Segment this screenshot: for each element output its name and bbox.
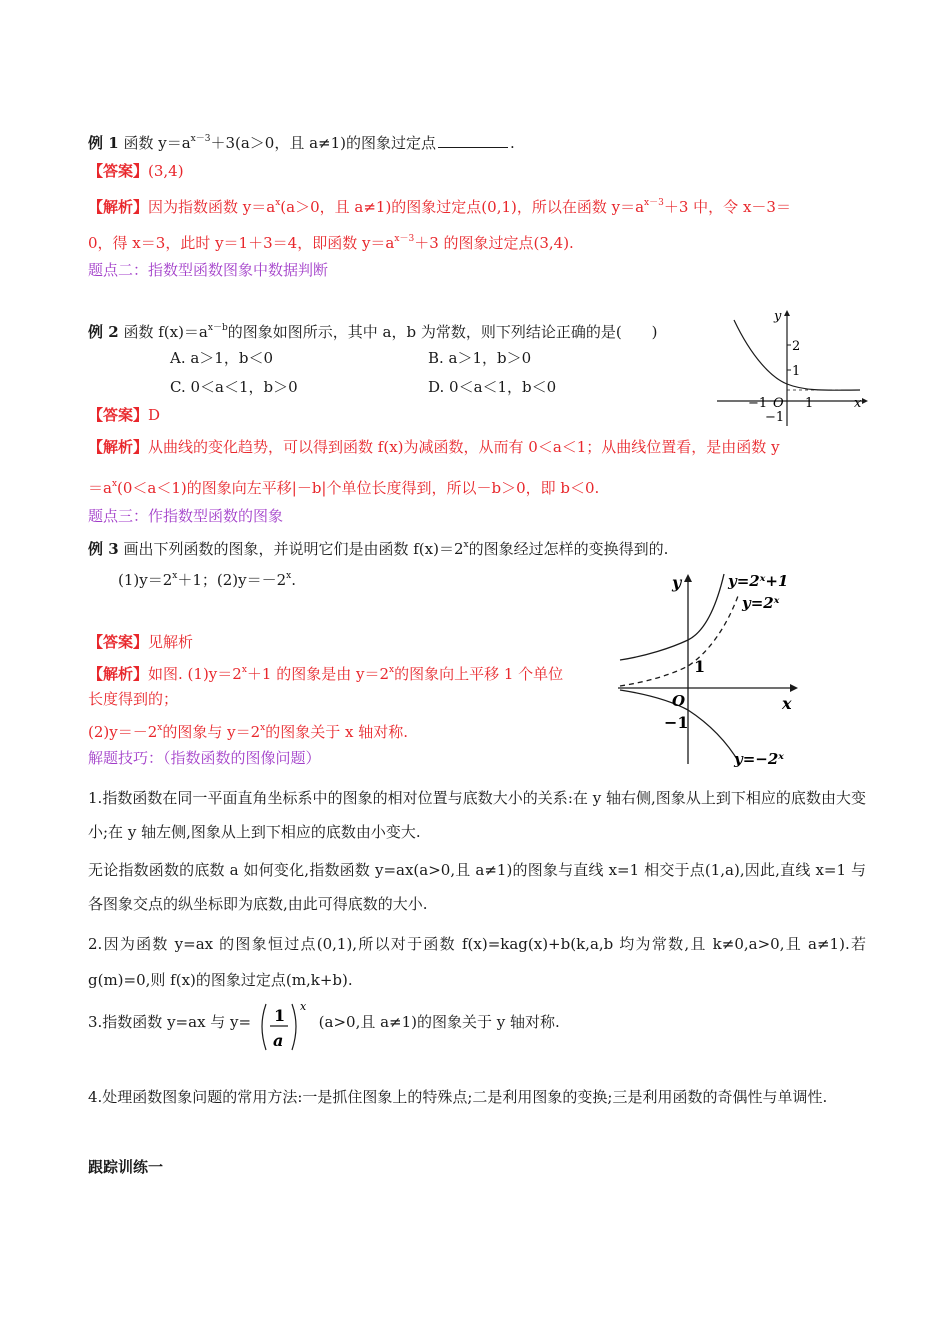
ex1-analysis-line2: 0，得 x＝3，此时 y＝1＋3＝4，即函数 $y=a^{x-3}+3$ 的图象过定点(3,4). xyxy=(88,234,574,252)
ex3-question: 例 3 画出下列函数的图象，并说明它们是由函数 $f(x)=2^x$的图象经过怎样的变换得到的. xyxy=(88,540,669,558)
ex2-answer: 【答案】D xyxy=(88,406,161,424)
ex2-analysis-line1: 【解析】从曲线的变化趋势，可以得到函数 f(x)为减函数，从而有 0＜a＜1；从曲线位置看，是由函数 y xyxy=(88,438,780,456)
ex1-analysis-line1: 【解析】因为指数函数 $y=a^x(a>0$，且 a≠1)的图象过定点(0,1)，所以在函数 $y=a^{x-3}+3$ 中，令 x－3＝ xyxy=(88,198,791,216)
tick-label-yneg1: −1 xyxy=(765,410,785,425)
tips-p1: 1.指数函数在同一平面直角坐标系中的图象的相对位置与底数大小的关系:在 y 轴右侧,图象从上到下相应的底数由大变小;在 y 轴左侧,图象从上到下相应的底数由小变大. xyxy=(88,789,866,841)
tips-p4: 3.指数函数 y=ax 与 y= (a>0,且 a≠1)的图象关于 y 轴对称. xyxy=(88,1013,560,1031)
ex2-graph xyxy=(712,308,872,428)
y-label: y xyxy=(774,309,782,324)
exponent: x xyxy=(300,1000,307,1013)
curve2-label: y=2ˣ xyxy=(742,594,780,612)
x-axis-arrow xyxy=(862,398,868,404)
tick-label-2: 2 xyxy=(792,339,801,354)
numerator: 1 xyxy=(274,1006,286,1025)
y-axis-arrow xyxy=(684,574,692,582)
ex2-option-c: C. 0＜a＜1，b＞0 xyxy=(170,378,298,396)
follow-up-heading: 跟踪训练一 xyxy=(88,1158,164,1176)
y-axis-arrow xyxy=(784,310,790,316)
right-paren xyxy=(292,1004,296,1050)
ex2-option-b: B. a＞1，b＞0 xyxy=(428,349,532,367)
fraction-1-over-a xyxy=(258,998,318,1058)
ex3-analysis-line2: 长度得到的； xyxy=(88,690,179,708)
ex3-analysis-line1: 【解析】如图. $(1)y=2^x+1$ 的图象是由 $y=2^x$的图象向上平移 1 个单位 xyxy=(88,665,564,683)
tips-title: 解题技巧：（指数函数的图像问题） xyxy=(88,749,321,767)
tick-label-neg1: −1 xyxy=(748,396,768,411)
topic2-heading: 题点二：指数型函数图象中数据判断 xyxy=(88,261,329,279)
ex2-question: 例 2 函数 $f(x)=a^{x-b}$的图象如图所示，其中 a，b 为常数，则下列结论正确的是( ) xyxy=(88,323,658,341)
left-paren xyxy=(262,1004,266,1050)
x-axis-arrow xyxy=(790,684,798,692)
ex2-option-d: D. 0＜a＜1，b＜0 xyxy=(428,378,557,396)
tick-label-1: 1 xyxy=(694,657,706,676)
ex1-label: 例 1 xyxy=(88,134,119,152)
tips-p2: 无论指数函数的底数 a 如何变化,指数函数 y=ax(a>0,且 a≠1)的图象与直线 x=1 相交于点(1,a),因此,直线 x=1 与各图象交点的纵坐标即为底数,由此可得底数的大小. xyxy=(88,861,866,913)
tick-label-x1: 1 xyxy=(805,396,814,411)
ex3-items: $(1)y=2^x+1$；$(2)y=-2^x$. xyxy=(118,571,297,589)
denominator: a xyxy=(273,1031,284,1050)
origin-label: O xyxy=(773,396,784,411)
tips-p3: 2.因为函数 y=ax 的图象恒过点(0,1),所以对于函数 f(x)=kag(x)+b(k,a,b 均为常数,且 k≠0,a>0,且 a≠1).若 g(m)=0,则 f(x)的图象过定点(m,k+b). xyxy=(88,935,866,989)
tips-p5: 4.处理函数图象问题的常用方法:一是抓住图象上的特殊点;二是利用图象的变换;三是利用函数的奇偶性与单调性. xyxy=(88,1088,828,1106)
ex3-answer: 【答案】见解析 xyxy=(88,633,194,651)
curve1-label: y=2ˣ+1 xyxy=(728,572,789,590)
ex2-option-a: A. a＞1，b＜0 xyxy=(170,349,274,367)
ex3-analysis-line3: $(2)y=-2^x$的图象与 $y=2^x$的图象关于 x 轴对称. xyxy=(88,723,408,741)
y-label: y xyxy=(672,573,682,592)
x-label: x xyxy=(854,396,862,411)
answer-blank xyxy=(438,133,508,148)
ex2-analysis-line2: $=a^x(0<a<1)$的图象向左平移|－b|个单位长度得到，所以－b＞0，即 b＜0. xyxy=(88,479,600,497)
ex1-question: 例 1 函数 $y=a^{x-3}+3(a>0$，且 a≠1)的图象过定点 . xyxy=(88,134,515,152)
tick-label-neg1: −1 xyxy=(664,713,689,732)
origin-label: O xyxy=(672,692,686,710)
curve-2x xyxy=(620,596,738,686)
curve xyxy=(734,320,860,390)
ex1-answer: 【答案】(3,4) xyxy=(88,162,184,180)
ex3-graph xyxy=(616,568,806,768)
x-label: x xyxy=(782,694,792,713)
curve3-label: y=−2ˣ xyxy=(734,750,784,768)
tick-label-1: 1 xyxy=(792,364,801,379)
topic3-heading: 题点三：作指数型函数的图象 xyxy=(88,507,284,525)
